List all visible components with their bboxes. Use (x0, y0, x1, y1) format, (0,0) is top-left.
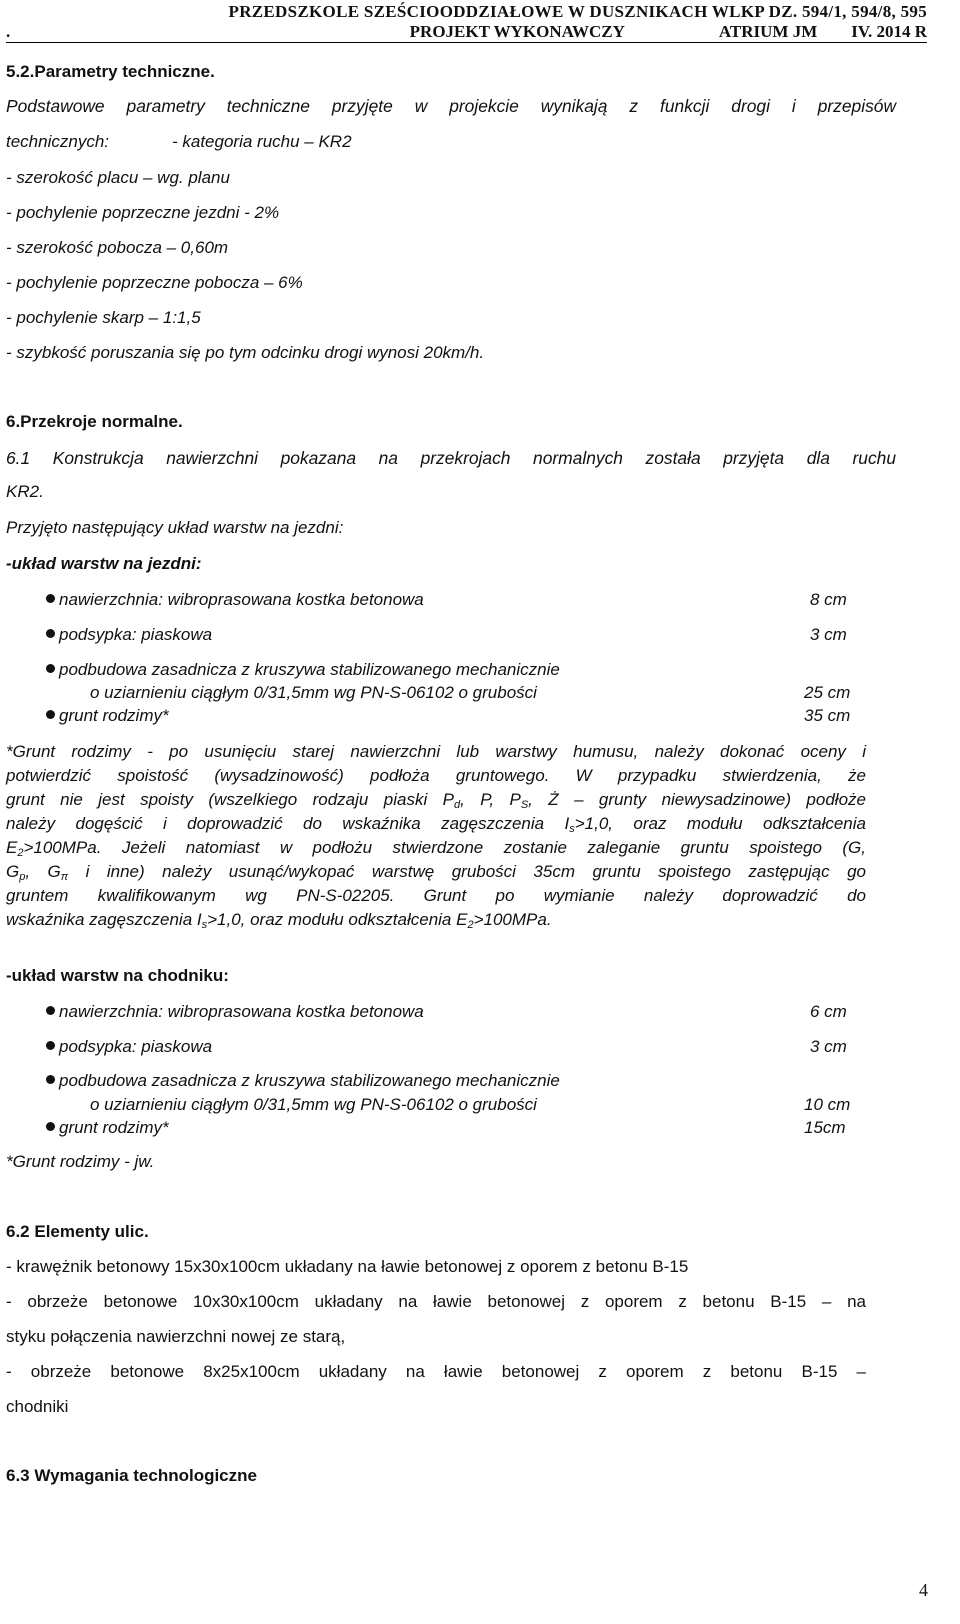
street-element-line: - obrzeże betonowe 8x25x100cm układany na ławie betonowej z oporem z betonu B-15 – (6, 1362, 866, 1381)
section-heading-6-3: 6.3 Wymagania technologiczne (6, 1466, 257, 1485)
header-title: PRZEDSZKOLE SZEŚCIOODDZIAŁOWE W DUSZNIKACH WLKP DZ. 594/1, 594/8, 595 (228, 2, 927, 21)
layer-label: grunt rodzimy* (59, 1118, 169, 1137)
header-dot: . (6, 22, 11, 41)
section-heading-5-2: 5.2.Parametry techniczne. (6, 62, 215, 81)
przyjeto-text: Przyjęto następujący układ warstw na jezdni: (6, 518, 344, 537)
layer-label: nawierzchnia: wibroprasowana kostka betonowa (59, 1002, 424, 1021)
params-traffic-category: - kategoria ruchu – KR2 (172, 132, 352, 151)
chodnik-layers-heading: -układ warstw na chodniku: (6, 966, 229, 985)
layer-thickness: 35 cm (804, 706, 851, 725)
street-element-line: - krawężnik betonowy 15x30x100cm układany na ławie betonowej z oporem z betonu B-15 (6, 1257, 689, 1276)
bullet-icon (46, 664, 55, 673)
jezdnia-layer (46, 706, 169, 726)
jezdnia-layer (46, 660, 560, 680)
bullet-icon (46, 629, 55, 638)
layer-thickness: 8 cm (810, 590, 847, 609)
layer-thickness: 3 cm (810, 1037, 847, 1056)
header-project-type: PROJEKT WYKONAWCZY (409, 22, 625, 41)
section-6-1-text: 6.1 Konstrukcja nawierzchni pokazana na przekrojach normalnych została przyjęta dla ruchu (6, 448, 896, 468)
section-heading-6: 6.Przekroje normalne. (6, 412, 183, 431)
jezdnia-layer (46, 590, 424, 610)
page-header (6, 2, 927, 43)
street-element-line: styku połączenia nawierzchni nowej ze starą, (6, 1327, 346, 1346)
soil-note-line: grunt nie jest spoisty (wszelkiego rodzaju piaski $P_d$, P, $P_S$, Ż – grunty niewysadzinowe) podłoże (6, 790, 866, 811)
layer-thickness: 15cm (804, 1118, 846, 1137)
bullet-icon (46, 594, 55, 603)
layer-label: grunt rodzimy* (59, 706, 169, 725)
soil-note-line: $E_2>100MPa$. Jeżeli natomiast w podłożu stwierdzone zostanie zaleganie gruntu spoistego (G, (6, 838, 866, 859)
soil-note-line: $G_p$, $G_\pi$ i inne) należy usunąć/wykopać warstwę grubości 35cm gruntu spoistego zastępując go (6, 862, 867, 883)
params-item: - szybkość poruszania się po tym odcinku drogi wynosi 20km/h. (6, 343, 485, 362)
street-element-line: - obrzeże betonowe 10x30x100cm układany na ławie betonowej z oporem z betonu B-15 – na (6, 1292, 866, 1311)
params-item: - szerokość placu – wg. planu (6, 168, 230, 187)
bullet-icon (46, 1075, 55, 1084)
params-item: - pochylenie poprzeczne jezdni - 2% (6, 203, 280, 222)
soil-note-line: wskaźnika zagęszczenia $I_s>1,0$, oraz modułu odkształcenia $E_2>100MPa$. (6, 910, 552, 931)
layer-thickness: 10 cm (804, 1095, 851, 1114)
params-item: - szerokość pobocza – 0,60m (6, 238, 229, 257)
layer-thickness: 3 cm (810, 625, 847, 644)
params-item: - pochylenie poprzeczne pobocza – 6% (6, 273, 303, 292)
layer-label: podsypka: piaskowa (59, 625, 213, 644)
header-date: IV. 2014 R (851, 22, 927, 41)
params-intro: Podstawowe parametry techniczne przyjęte w projekcie wynikają z funkcji drogi i przepisów (6, 96, 896, 116)
jezdnia-layers-heading: -układ warstw na jezdni: (6, 554, 202, 573)
bullet-icon (46, 710, 55, 719)
street-element-line: chodniki (6, 1397, 69, 1416)
soil-note-line: potwierdzić spoistość (wysadzinowość) podłoża gruntowego. W przypadku stwierdzenia, że (6, 766, 866, 785)
header-subline (6, 22, 927, 42)
params-line-tech-label: technicznych: (6, 132, 109, 151)
chodnik-layer (46, 1002, 424, 1022)
chodnik-layer (46, 1071, 560, 1091)
soil-note-line: *Grunt rodzimy - po usunięciu starej nawierzchni lub warstwy humusu, należy dokonać oceny i (6, 742, 866, 761)
chodnik-layer (46, 1118, 169, 1138)
page-number: 4 (919, 1580, 928, 1600)
layer-label: nawierzchnia: wibroprasowana kostka betonowa (59, 590, 424, 609)
section-heading-6-2: 6.2 Elementy ulic. (6, 1222, 149, 1241)
params-item: - pochylenie skarp – 1:1,5 (6, 308, 201, 327)
layer-label: podbudowa zasadnicza z kruszywa stabilizowanego mechanicznie (59, 1071, 560, 1090)
layer-thickness: 25 cm (804, 683, 851, 702)
soil-note-line: należy dogęścić i doprowadzić do wskaźnika zagęszczenia $I_s>1,0$, oraz modułu odkształcenia (6, 814, 866, 835)
jezdnia-layer (46, 625, 212, 645)
soil-note-line: gruntem kwalifikowanym wg PN-S-02205. Grunt po wymianie należy doprowadzić do (6, 886, 866, 905)
chodnik-note: *Grunt rodzimy - jw. (6, 1152, 155, 1171)
layer-label: podsypka: piaskowa (59, 1037, 213, 1056)
bullet-icon (46, 1006, 55, 1015)
chodnik-layer (46, 1037, 212, 1057)
bullet-icon (46, 1122, 55, 1131)
section-6-1-text-cont: KR2. (6, 482, 44, 501)
layer-thickness: 6 cm (810, 1002, 847, 1021)
layer-label-cont: o uziarnieniu ciągłym 0/31,5mm wg PN-S-06102 o grubości (90, 1095, 537, 1114)
layer-label: podbudowa zasadnicza z kruszywa stabilizowanego mechanicznie (59, 660, 560, 679)
layer-label-cont: o uziarnieniu ciągłym 0/31,5mm wg PN-S-06102 o grubości (90, 683, 537, 702)
bullet-icon (46, 1041, 55, 1050)
header-author: ATRIUM JM (718, 22, 818, 41)
header-right-group (410, 22, 927, 42)
